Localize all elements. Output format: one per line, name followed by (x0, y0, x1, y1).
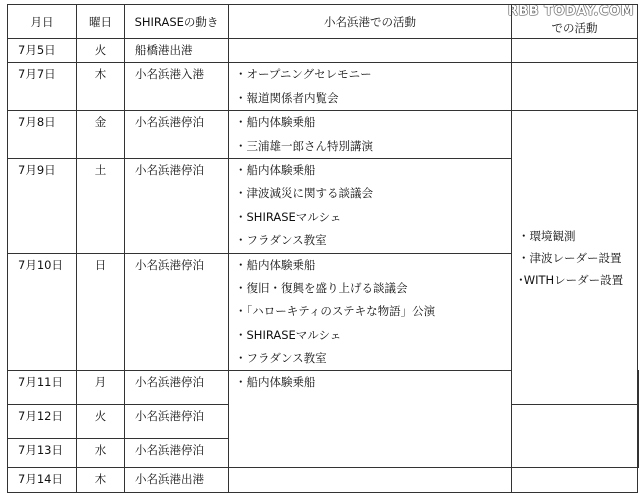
cell-weekday: 水 (77, 439, 125, 468)
activity-item: ・SHIRASEマルシェ (235, 327, 342, 342)
header-other-activity (512, 5, 638, 39)
watermark-logo: RBB TODAY.COM (507, 4, 634, 19)
cell-activities (229, 371, 512, 468)
activity-item: ・フラダンス教室 (235, 233, 327, 248)
cell-move: 小名浜港入港 (125, 63, 229, 111)
activity-item: ・船内体験乗船 (235, 375, 316, 390)
cell-date: 7月8日 (8, 111, 77, 159)
cell-activities (229, 39, 512, 63)
header-weekday: 曜日 (77, 5, 125, 39)
activity-item: ・復旧・復興を盛り上げる談議会 (235, 280, 408, 295)
activity-item: ・オープニングセレモニー (235, 67, 372, 82)
table-row (8, 468, 639, 492)
cell-move: 小名浜港停泊 (125, 371, 229, 405)
side-activity-item: ･WITHレーダー設置 (518, 272, 624, 287)
cell-date: 7月12日 (8, 405, 77, 439)
activity-item: ・SHIRASEマルシェ (235, 209, 342, 224)
header-other-label: での活動 (551, 21, 598, 35)
activity-item: ・船内体験乗船 (235, 257, 316, 272)
cell-weekday: 日 (77, 253, 125, 371)
activity-item: ・船内体験乗船 (235, 115, 316, 130)
side-activity-item: ・津波レーダー設置 (518, 250, 622, 265)
cell-activities (229, 111, 512, 159)
cell-date: 7月14日 (8, 468, 77, 492)
header-shirase-move: SHIRASEの動き (125, 5, 229, 39)
activity-item: ・船内体験乗船 (235, 162, 316, 177)
cell-move: 小名浜港停泊 (125, 405, 229, 439)
cell-date: 7月5日 (8, 39, 77, 63)
cell-date: 7月10日 (8, 253, 77, 371)
cell-date: 7月7日 (8, 63, 77, 111)
cell-other (512, 39, 638, 63)
cell-weekday: 金 (77, 111, 125, 159)
cell-date: 7月11日 (8, 371, 77, 405)
cell-move: 小名浜港出港 (125, 468, 229, 492)
cell-side-activities (512, 111, 638, 405)
cell-activities (229, 158, 512, 253)
header-onahama-activity: 小名浜港での活動 (229, 5, 512, 39)
cell-move: 小名浜港停泊 (125, 253, 229, 371)
cell-move: 小名浜港停泊 (125, 158, 229, 253)
cell-date: 7月13日 (8, 439, 77, 468)
cell-move: 船橋港出港 (125, 39, 229, 63)
cell-weekday: 土 (77, 158, 125, 253)
table-row (8, 63, 639, 111)
cell-weekday: 火 (77, 39, 125, 63)
cell-weekday: 木 (77, 63, 125, 111)
header-date: 月日 (8, 5, 77, 39)
cell-weekday: 火 (77, 405, 125, 439)
cell-weekday: 月 (77, 371, 125, 405)
table-row (8, 111, 639, 159)
activity-item: ・「ハローキティのステキな物語」公演 (235, 304, 436, 319)
cell-date: 7月9日 (8, 158, 77, 253)
cell-activities (229, 253, 512, 371)
schedule-table (7, 4, 639, 493)
header-row (8, 5, 639, 39)
activity-item: ・津波減災に関する談議会 (235, 186, 373, 201)
activity-item: ・三浦雄一郎さん特別講演 (235, 138, 373, 153)
cell-activities (229, 63, 512, 111)
cell-move: 小名浜港停泊 (125, 439, 229, 468)
cell-other (638, 371, 639, 468)
cell-move: 小名浜港停泊 (125, 111, 229, 159)
activity-item: ・フラダンス教室 (235, 351, 327, 366)
table-row (8, 39, 639, 63)
side-activity-item: ・環境観測 (518, 228, 576, 243)
cell-weekday: 木 (77, 468, 125, 492)
cell-other (512, 63, 638, 111)
activity-item: ・報道関係者内覧会 (235, 90, 339, 105)
cell-other (512, 468, 638, 492)
cell-activities (229, 468, 512, 492)
